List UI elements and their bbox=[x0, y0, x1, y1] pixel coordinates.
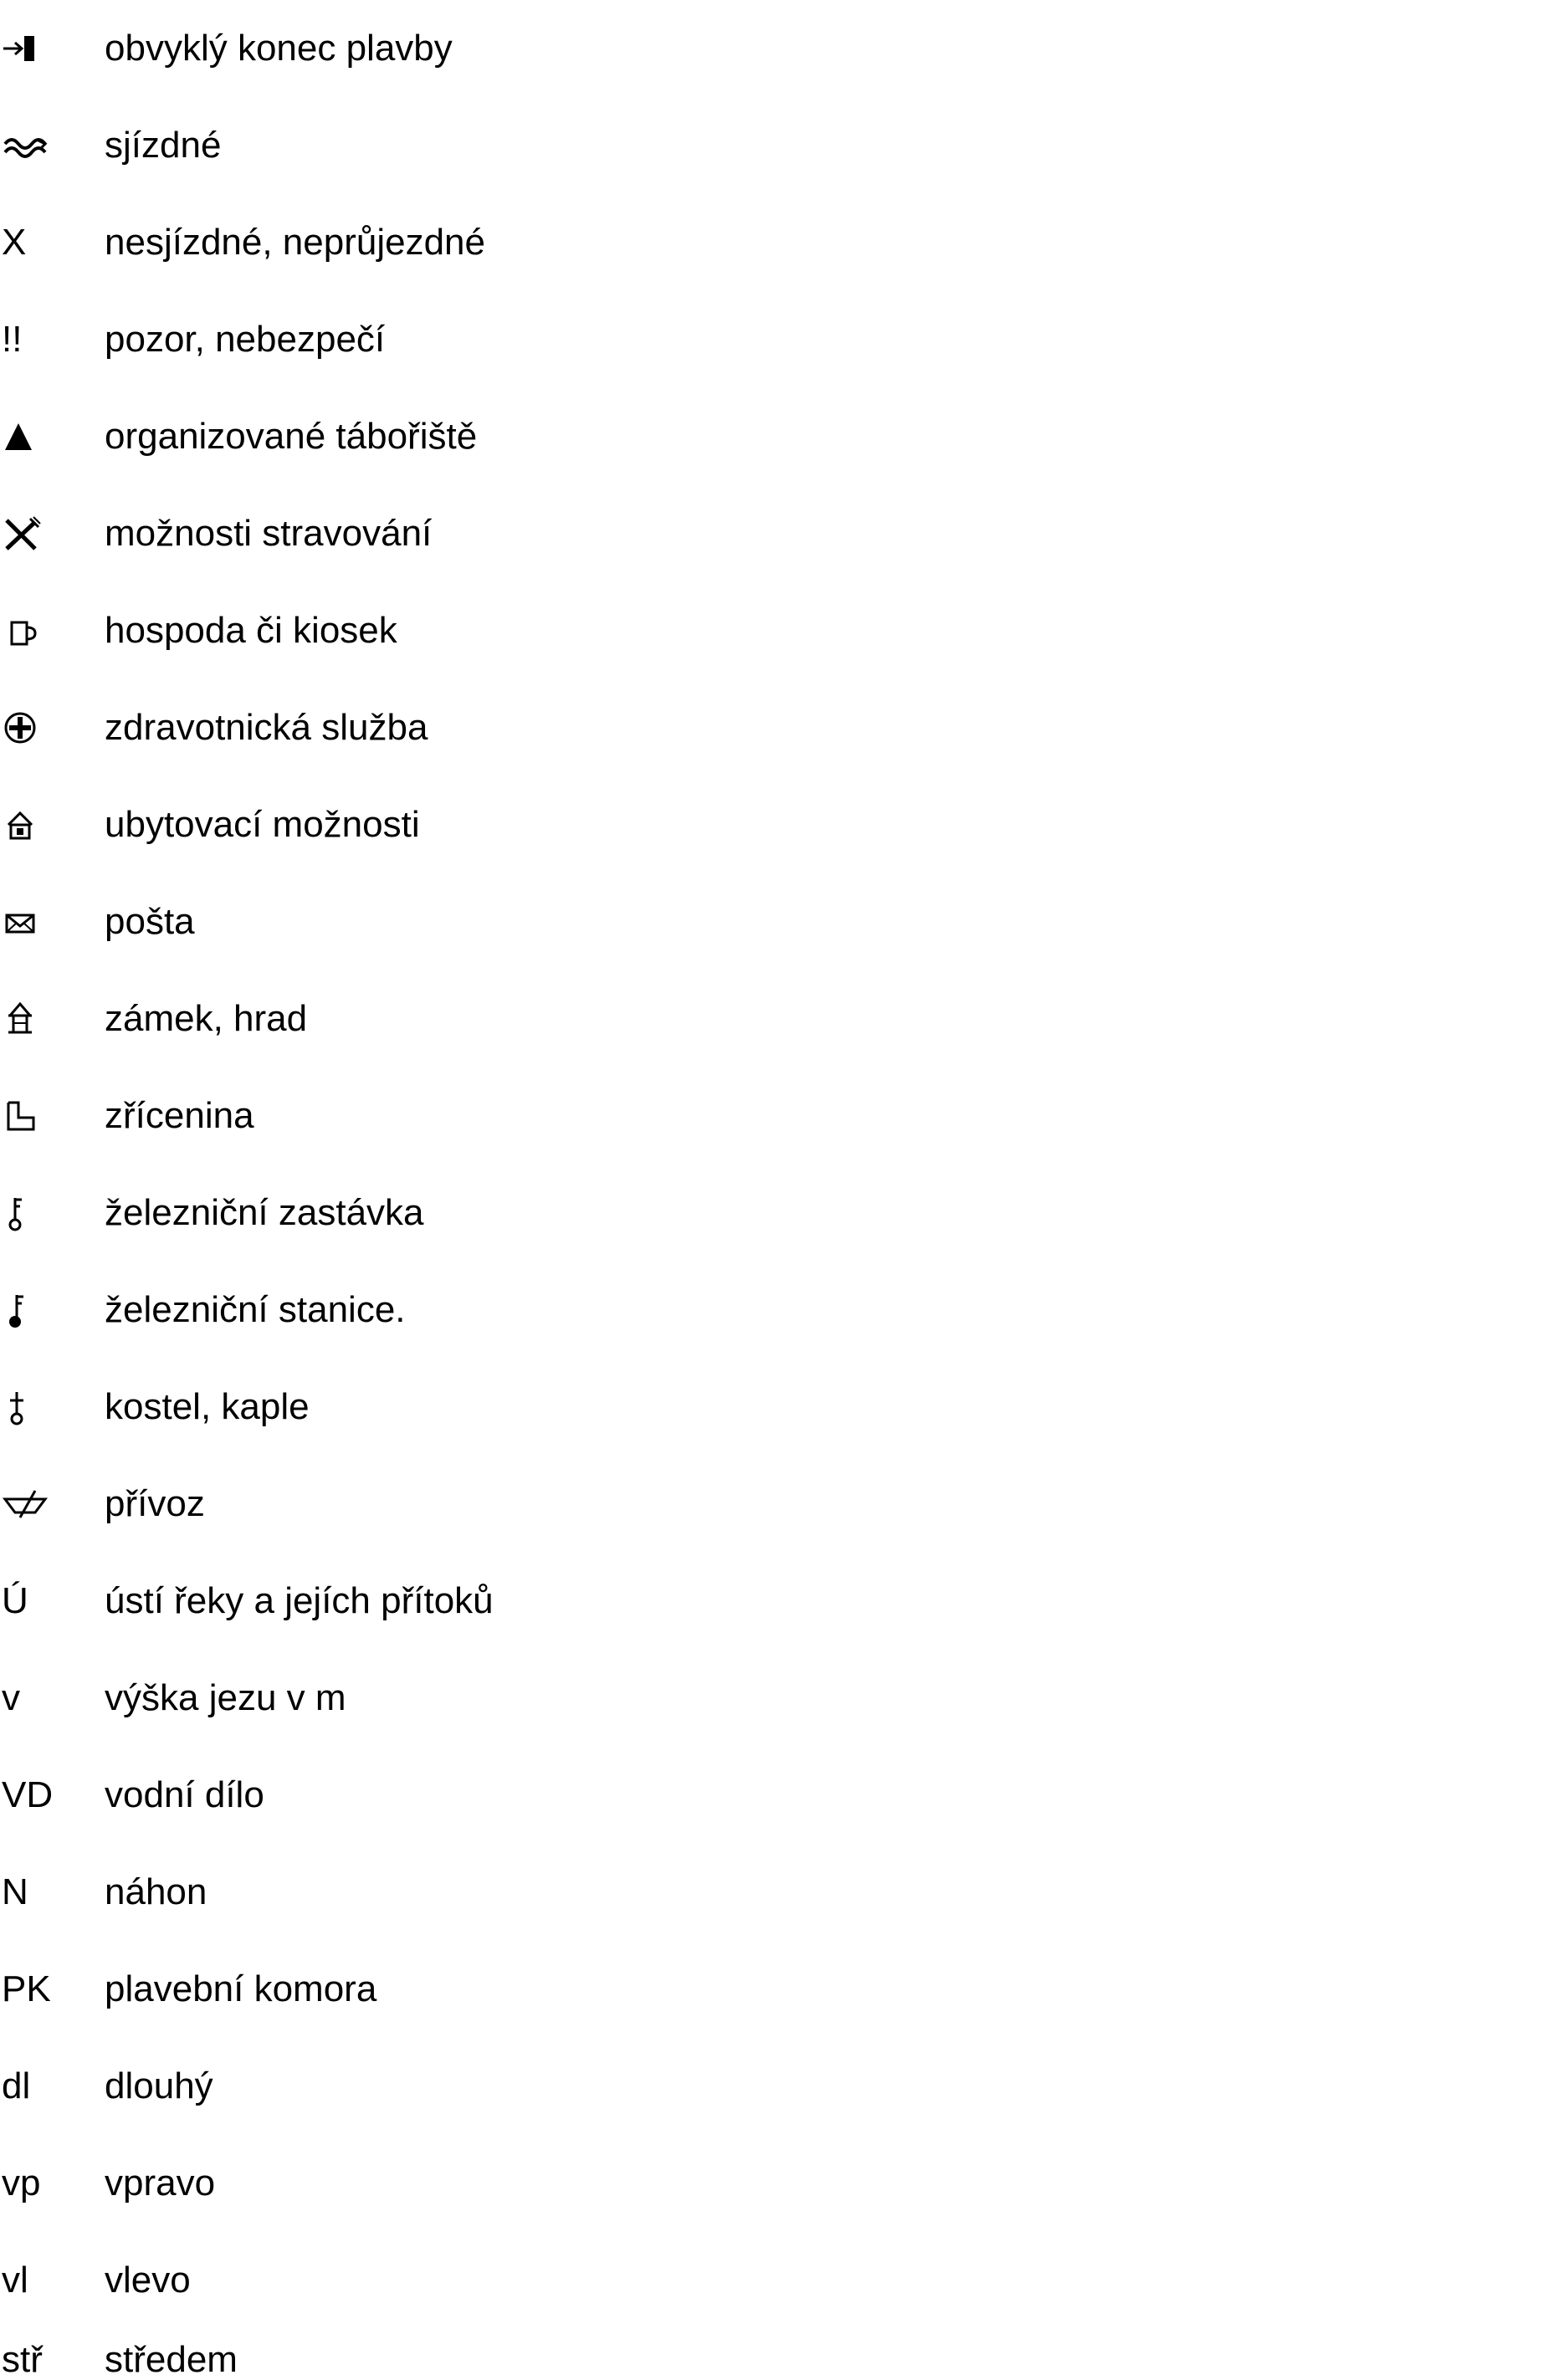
list-item bbox=[0, 1553, 837, 1650]
envelope-icon bbox=[2, 873, 94, 970]
legend-label: kostel, kaple bbox=[105, 1386, 310, 1427]
legend-label: dlouhý bbox=[105, 2065, 213, 2106]
legend-label: vlevo bbox=[105, 2260, 191, 2301]
list-item bbox=[0, 679, 837, 776]
list-item bbox=[0, 485, 837, 582]
legend-label: vodní dílo bbox=[105, 1774, 264, 1815]
list-item bbox=[0, 0, 837, 97]
legend-label: zdravotnická služba bbox=[105, 707, 428, 748]
list-item bbox=[0, 1941, 837, 2038]
legend-symbol: vp bbox=[2, 2162, 41, 2203]
list-item bbox=[0, 1456, 837, 1553]
house-icon bbox=[2, 776, 94, 873]
legend-symbol: dl bbox=[2, 2065, 31, 2106]
list-item bbox=[0, 1262, 837, 1359]
legend-label: pozor, nebezpečí bbox=[105, 319, 386, 360]
legend-symbol: vl bbox=[2, 2260, 28, 2301]
list-item bbox=[0, 1650, 837, 1747]
list-item bbox=[0, 1067, 837, 1164]
legend-label: vpravo bbox=[105, 2162, 216, 2203]
list-item bbox=[0, 1747, 837, 1844]
list-item bbox=[0, 194, 837, 291]
legend-label: přívoz bbox=[105, 1483, 205, 1524]
legend-label: plavební komora bbox=[105, 1968, 377, 2009]
legend-label: hospoda či kiosek bbox=[105, 610, 397, 651]
legend-label: obvyklý konec plavby bbox=[105, 28, 453, 69]
railway-station-icon bbox=[2, 1262, 94, 1359]
end-of-navigation-icon bbox=[2, 0, 94, 97]
legend-symbol: X bbox=[2, 222, 27, 263]
legend-label: pošta bbox=[105, 901, 195, 942]
list-item bbox=[0, 776, 837, 873]
legend-label: středem bbox=[105, 2339, 238, 2380]
castle-icon bbox=[2, 970, 94, 1067]
list-item bbox=[0, 970, 837, 1067]
list-item bbox=[0, 873, 837, 970]
campsite-tent-icon bbox=[2, 388, 94, 485]
list-item bbox=[0, 2329, 837, 2378]
ruin-icon bbox=[2, 1067, 94, 1164]
legend-label: železniční stanice. bbox=[105, 1289, 406, 1330]
list-item bbox=[0, 1359, 837, 1456]
list-item bbox=[0, 1164, 837, 1262]
legend-label: možnosti stravování bbox=[105, 513, 433, 554]
fork-knife-icon bbox=[2, 485, 94, 582]
legend-symbol: Ú bbox=[2, 1580, 28, 1621]
legend-label: výška jezu v m bbox=[105, 1677, 346, 1718]
list-item bbox=[0, 388, 837, 485]
list-item bbox=[0, 97, 837, 194]
beer-mug-icon bbox=[2, 582, 94, 679]
legend-label: železniční zastávka bbox=[105, 1192, 424, 1233]
legend-label: zřícenina bbox=[105, 1095, 254, 1136]
navigable-waves-icon bbox=[2, 97, 94, 194]
list-item bbox=[0, 2232, 837, 2329]
legend-symbol: PK bbox=[2, 1968, 51, 2009]
legend-symbol: v bbox=[2, 1677, 20, 1718]
legend-symbol: VD bbox=[2, 1774, 54, 1815]
legend-label: organizované tábořiště bbox=[105, 416, 478, 457]
legend-label: ubytovací možnosti bbox=[105, 804, 420, 845]
railway-stop-icon bbox=[2, 1164, 94, 1262]
legend-label: zámek, hrad bbox=[105, 998, 308, 1039]
list-item bbox=[0, 291, 837, 388]
legend-symbol: !! bbox=[2, 319, 23, 360]
legend-label: sjízdné bbox=[105, 125, 222, 166]
legend-label: náhon bbox=[105, 1871, 207, 1912]
medical-cross-icon bbox=[2, 679, 94, 776]
legend-label: nesjízdné, neprůjezdné bbox=[105, 222, 485, 263]
church-cross-icon bbox=[2, 1359, 94, 1456]
legend-symbol: stř bbox=[2, 2339, 43, 2380]
list-item bbox=[0, 2135, 837, 2232]
legend-symbol: N bbox=[2, 1871, 28, 1912]
list-item bbox=[0, 1844, 837, 1941]
ferry-icon bbox=[2, 1456, 94, 1553]
list-item bbox=[0, 582, 837, 679]
legend-label: ústí řeky a jejích přítoků bbox=[105, 1580, 494, 1621]
list-item bbox=[0, 2038, 837, 2135]
